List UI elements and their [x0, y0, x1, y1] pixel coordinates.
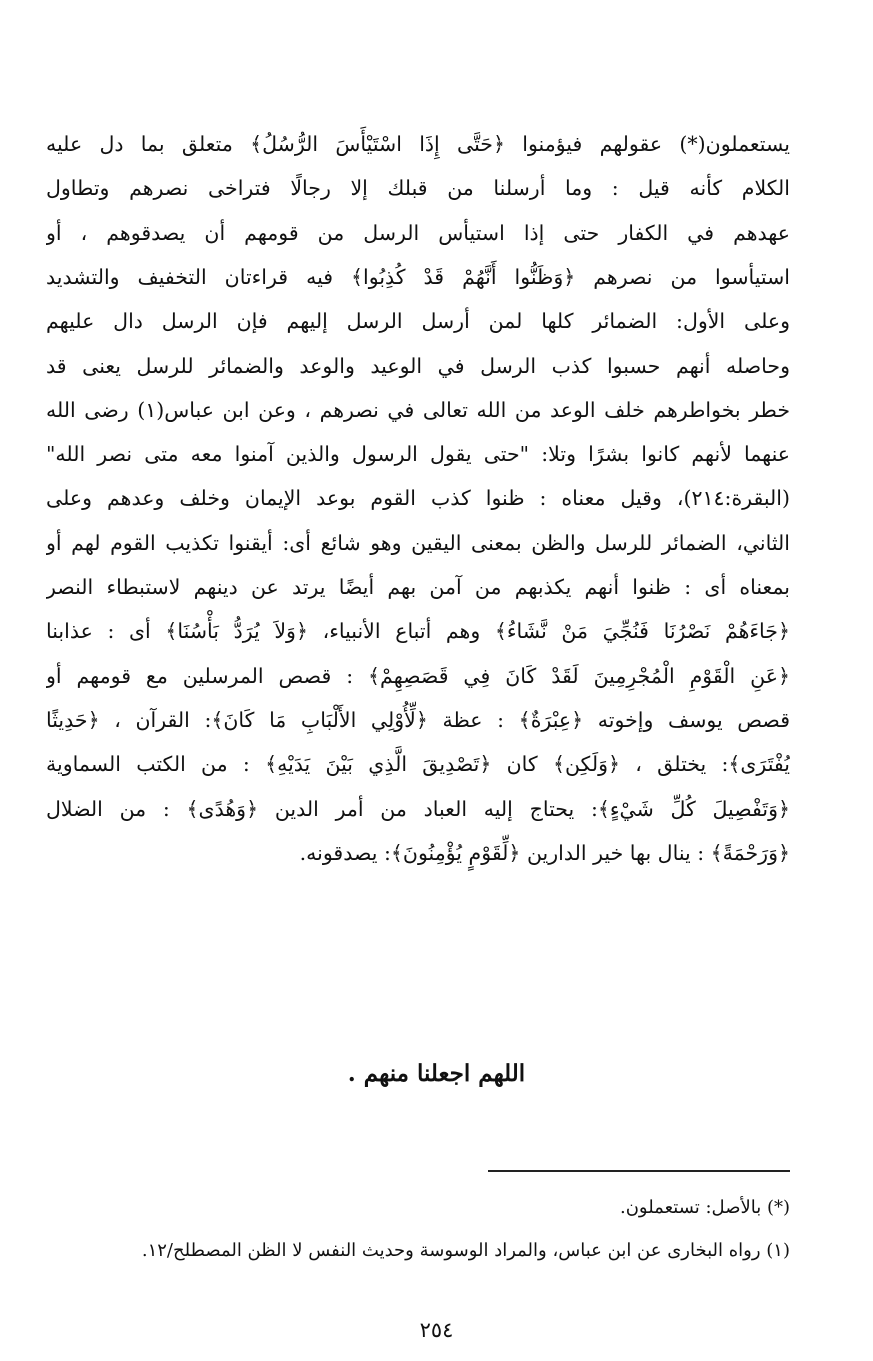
text-line: عهدهم في الكفار حتى إذا استيأس الرسل من قومهم أن يصدقوهم ، أو [46, 220, 790, 245]
text-line: الثاني، الضمائر للرسل والظن بمعنى اليقين وهو شائع أى: أيقنوا تكذيب القوم لهم أو [46, 530, 790, 555]
text-line: وحاصله أنهم حسبوا كذب الرسل في الوعيد والوعد والضمائر للرسل يعنى قد [46, 353, 790, 378]
footnote-one: (١) رواه البخارى عن ابن عباس، والمراد الوسوسة وحديث النفس لا الظن المصطلح/١٢. [141, 1240, 790, 1261]
closing-prayer: اللهم اجعلنا منهم . [347, 1060, 526, 1087]
text-line: ﴿جَاءَهُمْ نَصْرُنَا فَنُجِّيَ مَنْ نَّشَاءُ﴾ وهم أتباع الأنبياء، ﴿وَلاَ يُرَدُّ بَأْسُنَا﴾ أى : عذابنا [46, 619, 790, 644]
footnote-asterisk: (*) بالأصل: تستعملون. [619, 1197, 790, 1218]
text-line: عنهما لأنهم كانوا بشرًا وتلا: "حتى يقول الرسول والذين آمنوا معه متى نصر الله" [46, 442, 790, 467]
text-line: ﴿وَرَحْمَةً﴾ : ينال بها خير الدارين ﴿لِّقَوْمٍ يُؤْمِنُونَ﴾: يصدقونه. [299, 840, 790, 865]
text-line: يستعملون(*) عقولهم فيؤمنوا ﴿حَتَّى إِذَا اسْتَيْأَسَ الرُّسُلُ﴾ متعلق بما دل عليه [46, 132, 790, 156]
text-line: ﴿وَتَفْصِيلَ كُلِّ شَيْءٍ﴾: يحتاج إليه العباد من أمر الدين ﴿وَهُدًى﴾ : من الضلال [46, 796, 790, 821]
text-line: ﴿عَنِ الْقَوْمِ الْمُجْرِمِينَ لَقَدْ كَانَ فِي قَصَصِهِمْ﴾ : قصص المرسلين مع قومهم أو [46, 663, 790, 688]
text-line: الكلام كأنه قيل : وما أرسلنا من قبلك إلا رجالًا فتراخى نصرهم وتطاول [46, 176, 790, 201]
text-line: استيأسوا من نصرهم ﴿وَظَنُّوا أَنَّهُمْ قَدْ كُذِبُوا﴾ فيه قراءتان التخفيف والتشديد [46, 264, 790, 289]
text-line: خطر بخواطرهم خلف الوعد من الله تعالى في نصرهم ، وعن ابن عباس(١) رضى الله [46, 397, 790, 422]
text-line: قصص يوسف وإخوته ﴿عِبْرَةٌ﴾ : عظة ﴿لِّأُوْلِي الأَلْبَابِ مَا كَانَ﴾: القرآن ، ﴿حَدِيثًا [46, 707, 790, 732]
footnote-separator [488, 1170, 790, 1172]
text-line: وعلى الأول: الضمائر كلها لمن أرسل الرسل إليهم فإن الرسل دال عليهم [46, 309, 790, 334]
page-number: ٢٥٤ [419, 1318, 454, 1342]
text-line: (البقرة:٢١٤)، وقيل معناه : ظنوا كذب القوم بوعد الإيمان وخلف وعدهم وعلى [46, 486, 790, 511]
text-line: بمعناه أى : ظنوا أنهم يكذبهم من آمن بهم أيضًا يرتد عن دينهم لاستبطاء النصر [46, 575, 790, 599]
text-line: يُفْتَرَى﴾: يختلق ، ﴿وَلَكِن﴾ كان ﴿تَصْدِيقَ الَّذِي بَيْنَ يَدَيْهِ﴾ : من الكتب السماوية [46, 752, 790, 777]
